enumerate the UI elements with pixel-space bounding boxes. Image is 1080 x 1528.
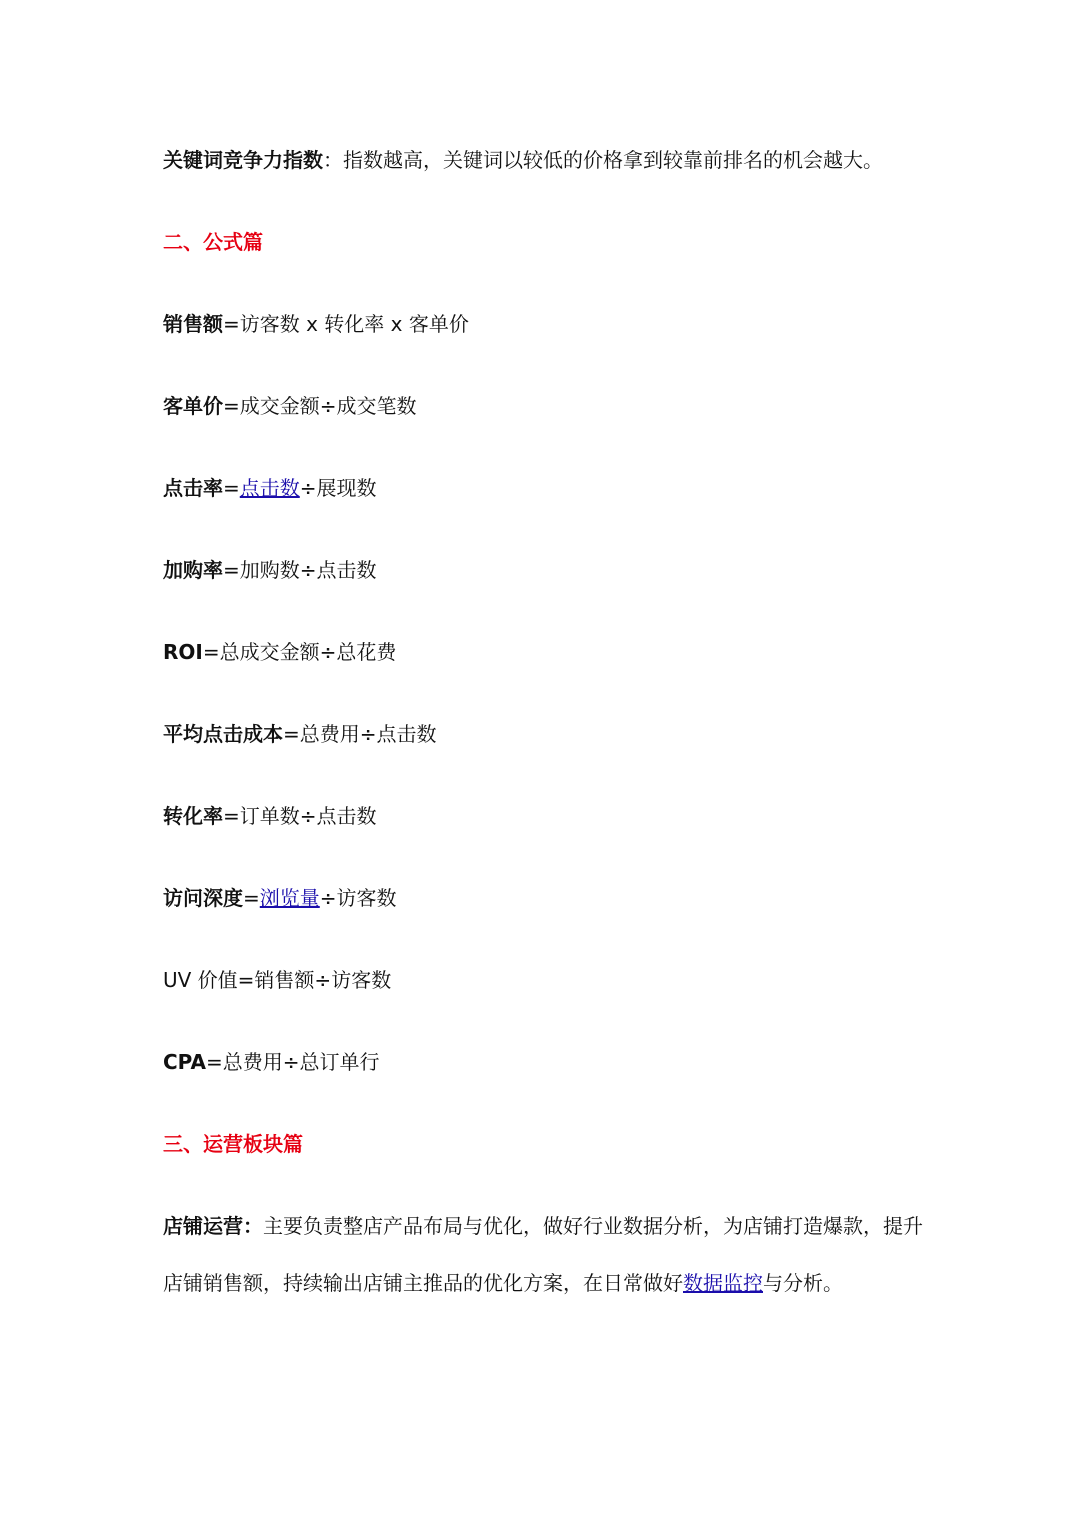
formula-term: CPA [163, 1050, 206, 1074]
formula-text-post: ÷访客数 [319, 886, 397, 910]
formula-term: ROI [163, 640, 203, 664]
formula-text: =订单数÷点击数 [223, 804, 377, 828]
store-ops-term: 店铺运营： [163, 1214, 263, 1238]
intro-paragraph [163, 146, 883, 174]
formula-text-pre: = [223, 476, 240, 500]
formula-avg-cpc [163, 720, 437, 748]
link-page-views[interactable]: 浏览量 [259, 886, 320, 910]
formula-roi [163, 638, 396, 666]
formula-text: =加购数÷点击数 [223, 558, 377, 582]
formula-text: =成交金额÷成交笔数 [223, 394, 417, 418]
formula-conversion-rate [163, 802, 377, 830]
formula-term: 转化率 [163, 804, 223, 828]
formula-term: 加购率 [163, 558, 223, 582]
intro-text: 指数越高，关键词以较低的价格拿到较靠前排名的机会越大。 [343, 148, 883, 172]
formula-term: 销售额 [163, 312, 223, 336]
formula-term: 访问深度 [163, 886, 243, 910]
formula-visit-depth [163, 884, 397, 912]
formula-uv-value [163, 966, 391, 994]
store-ops-line-2 [163, 1269, 843, 1297]
formula-term: 点击率 [163, 476, 223, 500]
formula-text: =访客数 x 转化率 x 客单价 [223, 312, 469, 336]
store-ops-text-pre: 店铺销售额，持续输出店铺主推品的优化方案，在日常做好 [163, 1271, 683, 1295]
formula-cpa [163, 1048, 380, 1076]
formula-ctr [163, 474, 377, 502]
intro-separator: ： [323, 148, 343, 172]
formula-term: 客单价 [163, 394, 223, 418]
formula-text: =总费用÷总订单行 [205, 1050, 380, 1074]
formula-text: =总成交金额÷总花费 [202, 640, 397, 664]
formula-text: =总费用÷点击数 [283, 722, 437, 746]
formula-avg-order-value [163, 392, 417, 420]
store-ops-text-post: 与分析。 [763, 1271, 843, 1295]
formula-term: 平均点击成本 [163, 722, 283, 746]
section-heading-formulas: 二、公式篇 [163, 230, 263, 254]
formula-text-pre: = [243, 886, 260, 910]
formula-sales [163, 310, 469, 338]
formula-add-to-cart-rate [163, 556, 377, 584]
store-ops-line-1 [163, 1212, 923, 1240]
store-ops-text: 主要负责整店产品布局与优化，做好行业数据分析，为店铺打造爆款，提升 [263, 1214, 923, 1238]
intro-term: 关键词竞争力指数 [163, 148, 323, 172]
formula-text: UV 价值=销售额÷访客数 [163, 968, 392, 992]
link-data-monitoring[interactable]: 数据监控 [683, 1271, 763, 1295]
section-heading-operations: 三、运营板块篇 [163, 1132, 303, 1156]
link-clicks[interactable]: 点击数 [239, 476, 300, 500]
formula-text-post: ÷展现数 [299, 476, 377, 500]
